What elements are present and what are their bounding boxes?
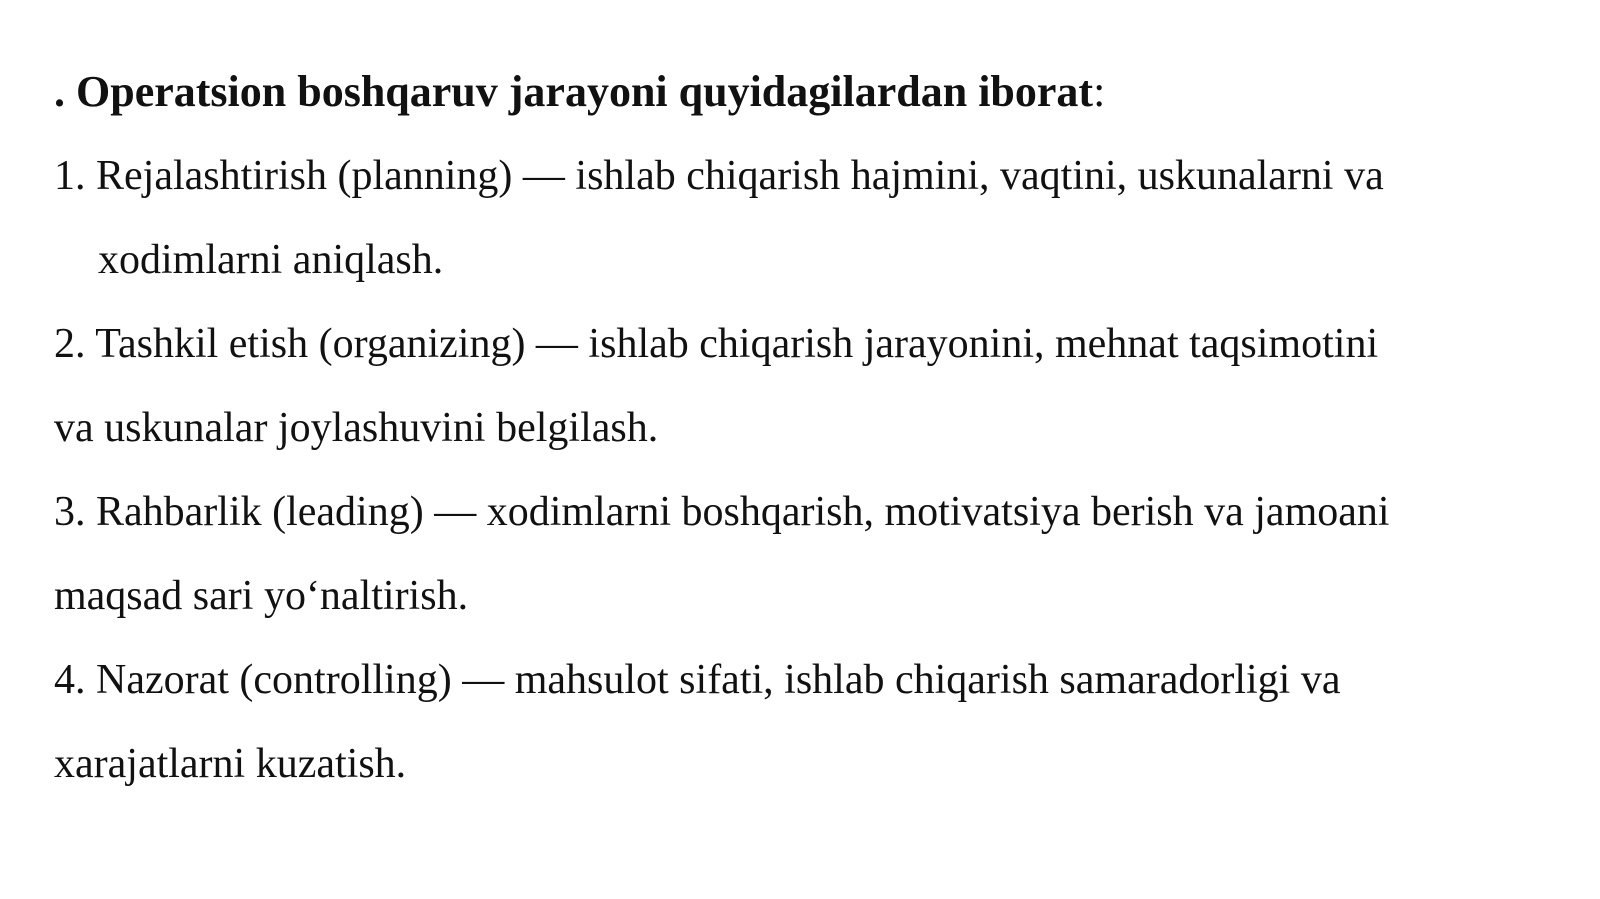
list-item-line: xodimlarni aniqlash. [98,237,444,283]
slide-heading [54,50,1564,134]
list-item-organizing [54,302,1564,470]
slide-content [54,50,1564,806]
list-item-controlling [54,638,1564,806]
list-item-leading [54,470,1564,638]
list-item-line: va uskunalar joylashuvini belgilash. [54,405,659,451]
heading-colon: : [1093,67,1106,116]
heading-bold-text: . Operatsion boshqaruv jarayoni quyidagilardan iborat [54,67,1094,116]
list-item-line: 2. Tashkil etish (organizing) — ishlab chiqarish jarayonini, mehnat taqsimotini [54,321,1379,367]
list-item-line: 3. Rahbarlik (leading) — xodimlarni boshqarish, motivatsiya berish va jamoani [54,489,1390,535]
list-item-line: 4. Nazorat (controlling) — mahsulot sifati, ishlab chiqarish samaradorligi va [54,657,1341,703]
list-item-line: xarajatlarni kuzatish. [54,741,407,787]
list-item-line: maqsad sari yo‘naltirish. [54,573,469,619]
list-item-line: 1. Rejalashtirish (planning) — ishlab chiqarish hajmini, vaqtini, uskunalarni va [54,153,1384,199]
list-item-planning [54,134,1564,302]
